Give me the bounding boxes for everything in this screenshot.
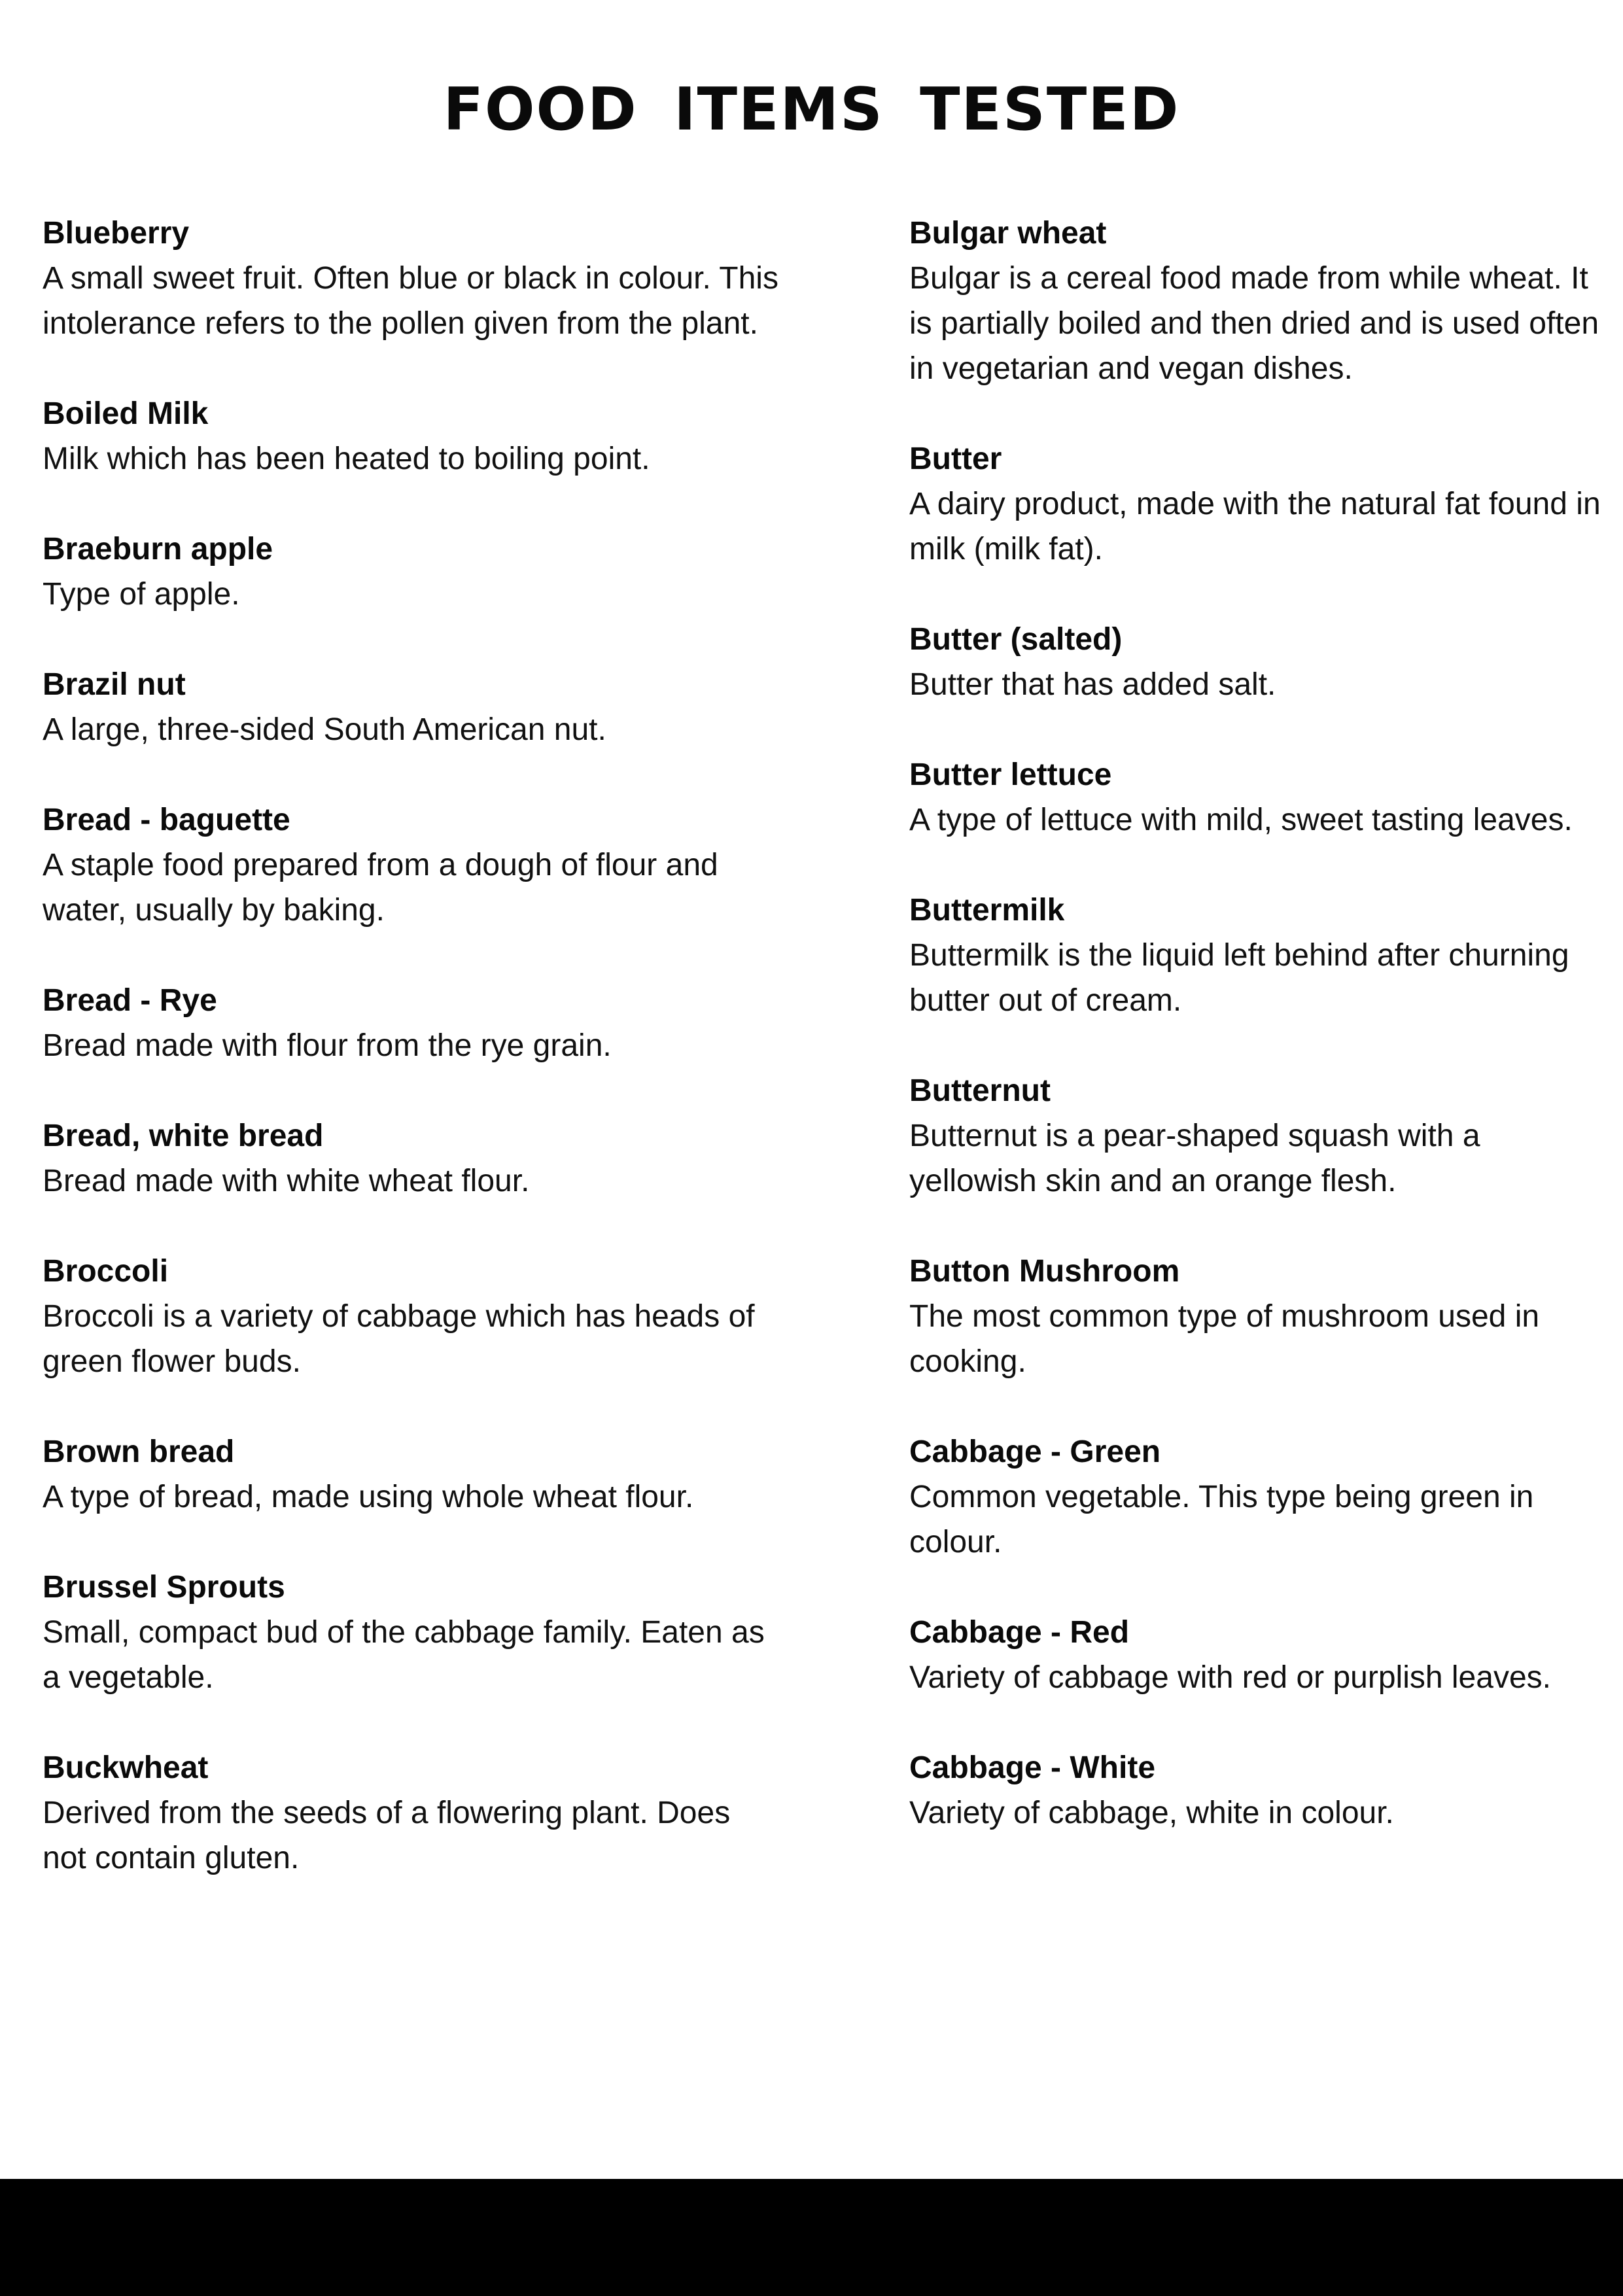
- food-name: Bread, white bread: [43, 1119, 324, 1153]
- food-description: A large, three-sided South American nut.: [43, 712, 606, 747]
- food-entry: [909, 888, 1603, 1023]
- food-name: Buttermilk: [909, 893, 1065, 928]
- food-name: Buckwheat: [43, 1750, 209, 1785]
- food-entry: [909, 1610, 1603, 1700]
- food-entry: [43, 527, 782, 617]
- food-name: Bread - baguette: [43, 803, 290, 837]
- food-entry: [909, 211, 1603, 391]
- food-name: Braeburn apple: [43, 532, 273, 566]
- food-name: Cabbage - White: [909, 1750, 1156, 1785]
- food-entry: [43, 1745, 782, 1881]
- food-entry: [909, 752, 1603, 843]
- food-name: Cabbage - Red: [909, 1615, 1130, 1650]
- food-name: Button Mushroom: [909, 1254, 1180, 1289]
- left-column: [43, 211, 782, 1926]
- food-entry: [909, 617, 1603, 707]
- food-description: A small sweet fruit. Often blue or black in colour. This intolerance refers to the pollen given from the plant.: [43, 261, 778, 341]
- right-column: [909, 211, 1603, 1881]
- food-entry: [43, 1249, 782, 1384]
- food-name: Cabbage - Green: [909, 1435, 1161, 1469]
- food-description: A type of bread, made using whole wheat flour.: [43, 1480, 694, 1514]
- food-description: Small, compact bud of the cabbage family. Eaten as a vegetable.: [43, 1615, 765, 1695]
- food-name: Butter lettuce: [909, 757, 1112, 792]
- food-description: Bulgar is a cereal food made from while wheat. It is partially boiled and then dried and is used often in vegetarian and vegan dishes.: [909, 261, 1599, 386]
- food-description: Bread made with flour from the rye grain.: [43, 1028, 612, 1063]
- food-name: Boiled Milk: [43, 396, 209, 431]
- food-description: Broccoli is a variety of cabbage which has heads of green flower buds.: [43, 1299, 755, 1379]
- food-description: Variety of cabbage with red or purplish leaves.: [909, 1660, 1551, 1695]
- food-description: The most common type of mushroom used in cooking.: [909, 1299, 1540, 1379]
- food-description: Common vegetable. This type being green in colour.: [909, 1480, 1534, 1559]
- food-description: Variety of cabbage, white in colour.: [909, 1796, 1394, 1830]
- food-entry: [909, 436, 1603, 572]
- food-description: Milk which has been heated to boiling point.: [43, 442, 650, 476]
- food-name: Butternut: [909, 1073, 1051, 1108]
- food-description: Type of apple.: [43, 577, 240, 612]
- food-entry: [43, 1565, 782, 1700]
- food-description: Butternut is a pear-shaped squash with a yellowish skin and an orange flesh.: [909, 1119, 1480, 1198]
- food-entry: [909, 1068, 1603, 1204]
- food-name: Bulgar wheat: [909, 216, 1107, 251]
- food-description: Derived from the seeds of a flowering plant. Does not contain gluten.: [43, 1796, 731, 1875]
- food-entry: [909, 1249, 1603, 1384]
- page-title: FOOD ITEMS TESTED: [443, 75, 1180, 144]
- food-entry: [43, 797, 782, 933]
- food-entry: [909, 1429, 1603, 1565]
- food-entry: [43, 662, 782, 752]
- food-entry: [43, 211, 782, 346]
- food-description: A type of lettuce with mild, sweet tasting leaves.: [909, 803, 1573, 837]
- food-name: Brown bread: [43, 1435, 235, 1469]
- food-name: Bread - Rye: [43, 983, 217, 1018]
- food-description: A dairy product, made with the natural fat found in milk (milk fat).: [909, 487, 1601, 566]
- food-description: A staple food prepared from a dough of flour and water, usually by baking.: [43, 848, 718, 928]
- food-entry: [43, 391, 782, 481]
- food-entry: [909, 1745, 1603, 1835]
- food-name: Blueberry: [43, 216, 190, 251]
- food-name: Brazil nut: [43, 667, 186, 702]
- food-description: Buttermilk is the liquid left behind after churning butter out of cream.: [909, 938, 1569, 1018]
- food-description: Bread made with white wheat flour.: [43, 1164, 530, 1198]
- food-entry: [43, 1113, 782, 1204]
- food-name: Butter: [909, 442, 1002, 476]
- food-name: Butter (salted): [909, 622, 1123, 657]
- food-entry: [43, 978, 782, 1068]
- food-name: Broccoli: [43, 1254, 169, 1289]
- food-name: Brussel Sprouts: [43, 1570, 285, 1605]
- food-entry: [43, 1429, 782, 1520]
- food-description: Butter that has added salt.: [909, 667, 1276, 702]
- footer-bar: [0, 2179, 1623, 2296]
